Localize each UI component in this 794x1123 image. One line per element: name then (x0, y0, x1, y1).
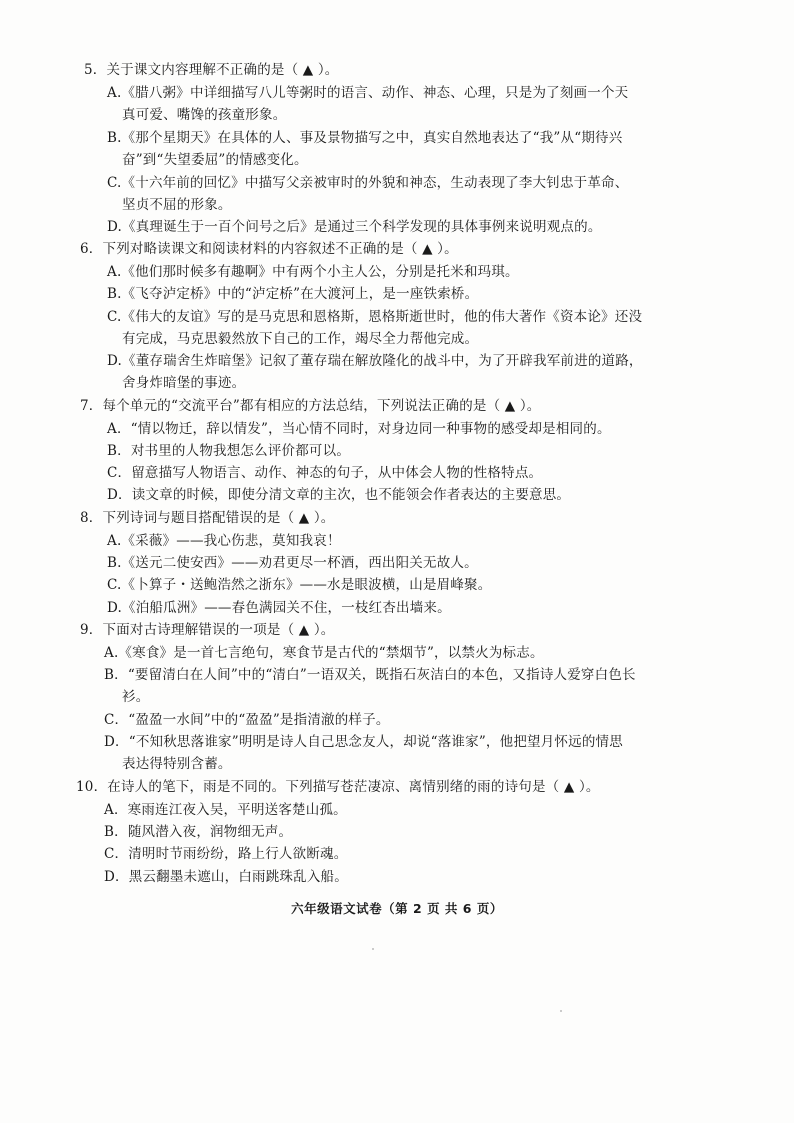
question-8-text: 8．下列诗词与题目搭配错误的是（ ▲ ）。 (80, 510, 335, 526)
question-9-stem (80, 619, 335, 641)
question-7-option-b: B．对书里的人物我想怎么评价都可以。 (107, 443, 351, 459)
question-8-option-b: B.《送元二使安西》——劝君更尽一杯酒，西出阳关无故人。 (107, 555, 478, 571)
question-7-option-a: A．“情以物迁，辞以情发”，当心情不同时，对身边同一种事物的感受却是相同的。 (107, 421, 611, 437)
question-10-text: 10．在诗人的笔下，雨是不同的。下列描写苍茫凄凉、离情别绪的雨的诗句是（ ▲ ）。 (76, 779, 600, 795)
question-6-option-b: B.《飞夺泸定桥》中的“泸定桥”在大渡河上，是一座铁索桥。 (107, 286, 479, 302)
question-9-option-d: D．“不知秋思落谁家”明明是诗人自己思念友人，却说“落谁家”，他把望月怀远的情思 表达得特别含蓄。 (104, 734, 623, 772)
question-6-text: 6．下列对略读课文和阅读材料的内容叙述不正确的是（ ▲ ）。 (80, 241, 458, 257)
question-7-option-d: D．读文章的时候，即使分清文章的主次，也不能领会作者表达的主要意思。 (107, 487, 571, 503)
question-8-option-d: D.《泊船瓜洲》——春色满园关不住，一枝红杏出墙来。 (107, 600, 451, 616)
page-footer: 六年级语文试卷（第 2 页 共 6 页） (291, 901, 503, 916)
question-6-stem (80, 238, 458, 260)
question-6-option-c: C.《伟大的友谊》写的是马克思和恩格斯，恩格斯逝世时，他的伟大著作《资本论》还没 有完成，马克思毅然放下自己的工作，竭尽全力帮他完成。 (107, 309, 643, 347)
question-10-option-b: B．随风潜入夜，润物细无声。 (104, 824, 293, 840)
question-6-option-d: D.《董存瑞舍生炸暗堡》记叙了董存瑞在解放隆化的战斗中，为了开辟我军前进的道路， 舍身炸暗堡的事迹。 (107, 353, 643, 391)
question-7-option-c: C．留意描写人物语言、动作、神态的句子，从中体会人物的性格特点。 (107, 465, 543, 481)
question-5-option-a: A.《腊八粥》中详细描写八儿等粥时的语言、动作、神态、心理，只是为了刻画一个天 真可爱、嘴馋的孩童形象。 (107, 85, 629, 123)
question-6-option-a: A.《他们那时候多有趣啊》中有两个小主人公，分别是托米和玛琪。 (107, 264, 519, 280)
question-8-option-a: A.《采薇》——我心伤悲，莫知我哀！ (107, 533, 341, 549)
scan-speck (560, 1010, 562, 1012)
question-9-option-b: B．“要留清白在人间”中的“清白”一语双关，既指石灰洁白的本色，又指诗人爱穿白色长 衫。 (104, 667, 636, 705)
question-5-text: 5．关于课文内容理解不正确的是（ ▲ ）。 (84, 62, 339, 78)
question-5-option-d: D.《真理诞生于一百个问号之后》是通过三个科学发现的具体事例来说明观点的。 (107, 219, 602, 235)
scan-speck (372, 948, 374, 950)
question-5-stem (84, 59, 339, 81)
question-10-stem (76, 776, 600, 798)
question-10-option-a: A．寒雨连江夜入吴，平明送客楚山孤。 (104, 802, 347, 818)
question-5-option-c: C.《十六年前的回忆》中描写父亲被审时的外貌和神态，生动表现了李大钊忠于革命、 坚贞不屈的形象。 (107, 175, 629, 213)
question-7-text: 7．每个单元的“交流平台”都有相应的方法总结，下列说法正确的是（ ▲ ）。 (80, 398, 541, 414)
question-7-stem (80, 395, 541, 417)
question-8-stem (80, 507, 335, 529)
question-9-text: 9．下面对古诗理解错误的一项是（ ▲ ）。 (80, 622, 335, 638)
question-8-option-c: C.《卜算子・送鲍浩然之浙东》——水是眼波横，山是眉峰聚。 (107, 577, 492, 593)
question-10-option-d: D．黑云翻墨未遮山，白雨跳珠乱入船。 (104, 869, 348, 885)
question-9-option-a: A.《寒食》是一首七言绝句，寒食节是古代的“禁烟节”，以禁火为标志。 (104, 645, 544, 661)
question-9-option-c: C．“盈盈一水间”中的“盈盈”是指清澈的样子。 (104, 712, 390, 728)
question-10-option-c: C．清明时节雨纷纷，路上行人欲断魂。 (104, 846, 348, 862)
question-5-option-b: B.《那个星期天》在具体的人、事及景物描写之中，真实自然地表达了“我”从“期待兴 奋”到“失望委屈”的情感变化。 (107, 130, 623, 168)
